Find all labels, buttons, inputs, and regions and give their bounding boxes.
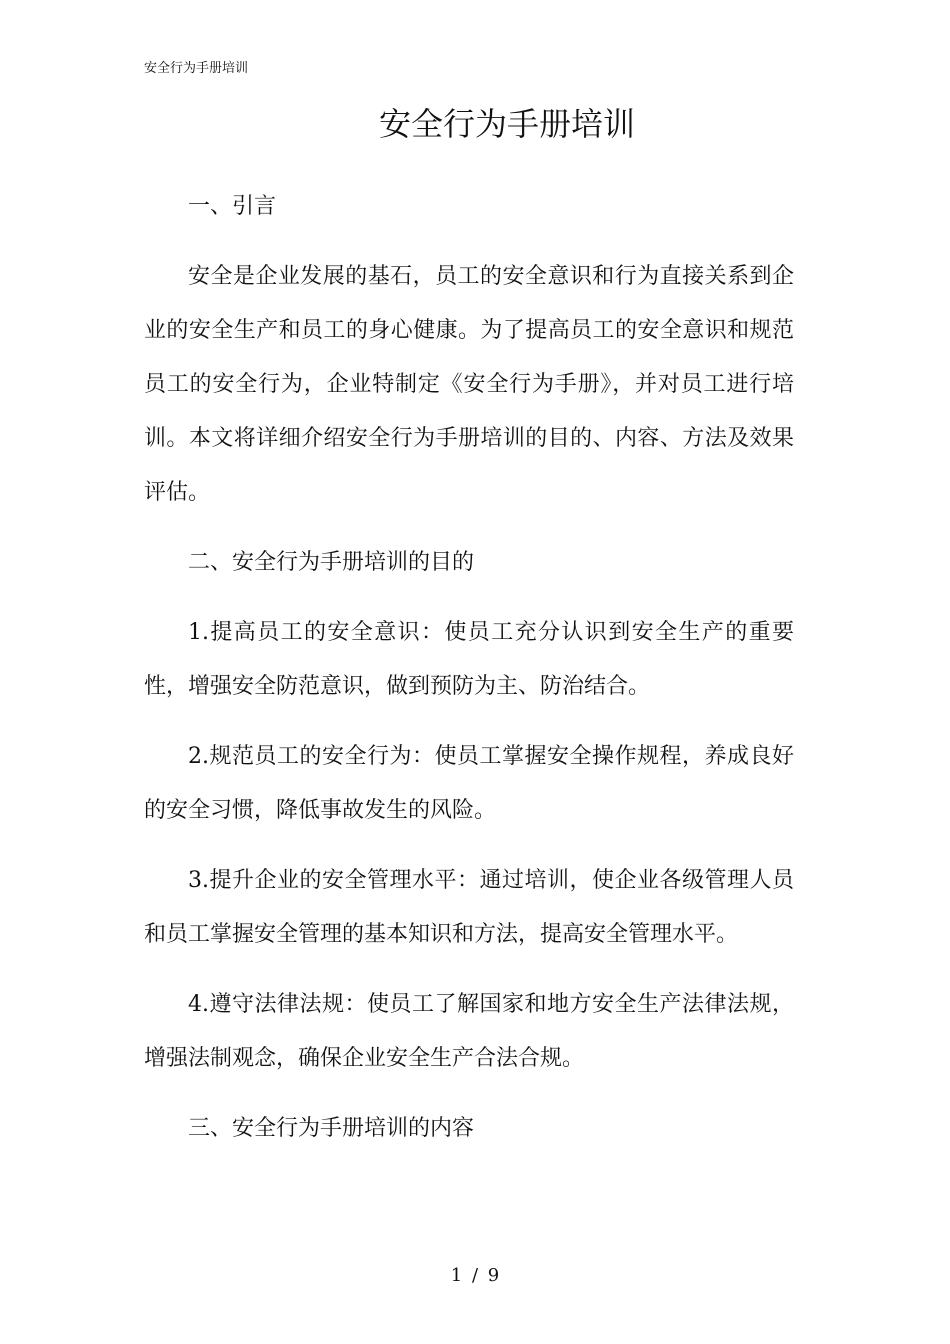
paragraph-purpose-2: 2.规范员工的安全行为：使员工掌握安全操作规程，养成良好的安全习惯，降低事故发生的风险。 <box>144 744 794 823</box>
section-heading-purpose: 二、安全行为手册培训的目的 <box>188 550 475 575</box>
document-body <box>144 180 794 1172</box>
running-header: 安全行为手册培训 <box>144 61 249 76</box>
paragraph-intro: 安全是企业发展的基石，员工的安全意识和行为直接关系到企业的安全生产和员工的身心健康。为了提高员工的安全意识和规范员工的安全行为，企业特制定《安全行为手册》，并对员工进行培训。本文将详细介绍安全行为手册培训的目的、内容、方法及效果评估。 <box>144 264 794 505</box>
paragraph-purpose-4: 4.遵守法律法规：使员工了解国家和地方安全生产法律法规，增强法制观念，确保企业安全生产合法合规。 <box>144 992 794 1071</box>
section-heading-content: 三、安全行为手册培训的内容 <box>188 1116 475 1141</box>
paragraph-purpose-1: 1.提高员工的安全意识：使员工充分认识到安全生产的重要性，增强安全防范意识，做到预防为主、防治结合。 <box>144 620 794 699</box>
document-title: 安全行为手册培训 <box>378 105 635 143</box>
paragraph-purpose-3: 3.提升企业的安全管理水平：通过培训，使企业各级管理人员和员工掌握安全管理的基本知识和方法，提高安全管理水平。 <box>144 868 794 947</box>
section-heading-intro: 一、引言 <box>188 194 277 219</box>
page-number: 1 / 9 <box>450 1265 500 1286</box>
